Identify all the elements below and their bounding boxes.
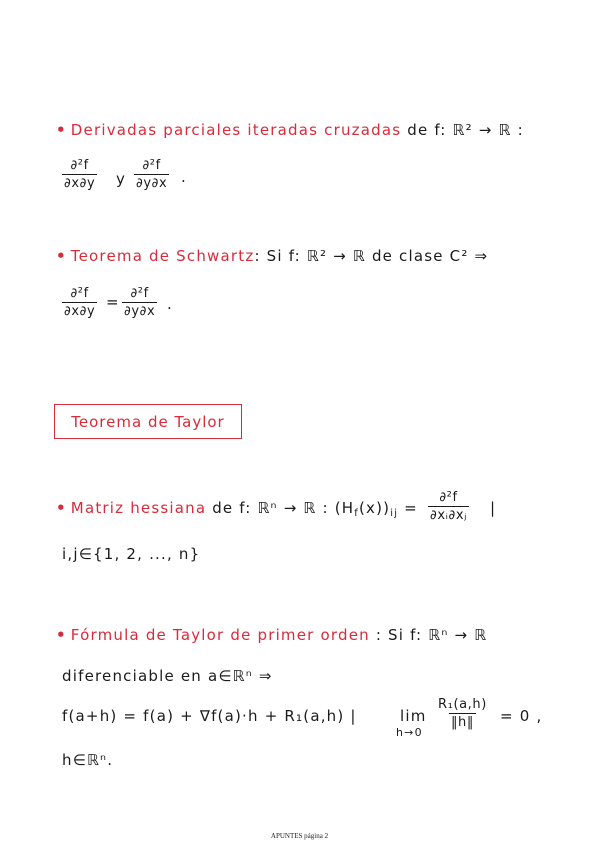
fraction-denominator: ‖h‖ <box>450 715 474 730</box>
fraction-denominator: ∂x∂y <box>64 176 96 191</box>
section2-tail: Si f: ℝ² → ℝ de clase C² ⇒ <box>266 247 489 265</box>
remainder-fraction <box>436 697 489 730</box>
fraction-denominator: ∂y∂x <box>136 176 168 191</box>
fraction-denominator: ∂x∂y <box>64 304 96 319</box>
fraction-denominator: ∂y∂x <box>124 304 156 319</box>
bullet-icon: • <box>56 626 67 644</box>
bullet-icon: • <box>56 247 67 265</box>
section1-conjunction: y <box>116 170 127 188</box>
section2-heading <box>56 247 488 265</box>
section4-title: Fórmula de Taylor de primer orden <box>70 626 370 644</box>
section4-condition: diferenciable en a∈ℝⁿ ⇒ <box>62 667 273 685</box>
fraction-numerator: ∂²f <box>439 490 458 505</box>
section4-tail: : Si f: ℝⁿ → ℝ <box>375 626 488 644</box>
section1-heading <box>56 121 524 139</box>
fraction-numerator: ∂²f <box>142 158 161 173</box>
section3-tail2: (x)) <box>358 499 391 517</box>
taylor-formula: f(a+h) = f(a) + ∇f(a)·h + R₁(a,h) | <box>62 707 357 725</box>
section3-index-set: i,j∈{1, 2, ..., n} <box>62 545 201 563</box>
fraction-numerator: ∂²f <box>130 286 149 301</box>
section4-domain: h∈ℝⁿ. <box>62 751 114 769</box>
section1-fraction-b <box>134 158 169 191</box>
hessian-subscript-ij: ij <box>390 508 399 519</box>
limit-result: = 0 , <box>500 707 543 725</box>
section2-fraction-a <box>62 286 97 319</box>
section2-end: . <box>167 295 173 313</box>
hessian-fraction <box>428 490 469 523</box>
section2-equals: = <box>106 293 120 311</box>
section4-heading <box>56 626 487 644</box>
page-footer: APUNTES página 2 <box>270 832 329 840</box>
fraction-denominator: ∂xᵢ∂xⱼ <box>430 508 468 523</box>
section1-end: . <box>181 168 187 186</box>
section3-equals: = <box>404 499 418 517</box>
section1-title: Derivadas parciales iteradas cruzadas <box>70 121 402 139</box>
fraction-numerator: ∂²f <box>70 158 89 173</box>
taylor-section-title: Teorema de Taylor <box>54 404 242 439</box>
hessian-subscript-f: f <box>354 508 359 519</box>
limit-subscript: h→0 <box>396 726 423 739</box>
section2-title: Teorema de Schwartz <box>70 247 255 265</box>
section3-bar: | <box>490 499 497 517</box>
bullet-icon: • <box>56 121 67 139</box>
section3-tail: de f: ℝⁿ → ℝ : (H <box>212 499 355 517</box>
section3-heading <box>56 499 418 519</box>
section1-tail: de f: ℝ² → ℝ : <box>407 121 524 139</box>
section3-title: Matriz hessiana <box>70 499 207 517</box>
fraction-numerator: ∂²f <box>70 286 89 301</box>
bullet-icon: • <box>56 499 67 517</box>
section2-fraction-b <box>122 286 157 319</box>
fraction-numerator: R₁(a,h) <box>438 697 487 712</box>
section2-colon: : <box>254 247 261 265</box>
section1-fraction-a <box>62 158 97 191</box>
limit-label: lim <box>400 707 427 725</box>
